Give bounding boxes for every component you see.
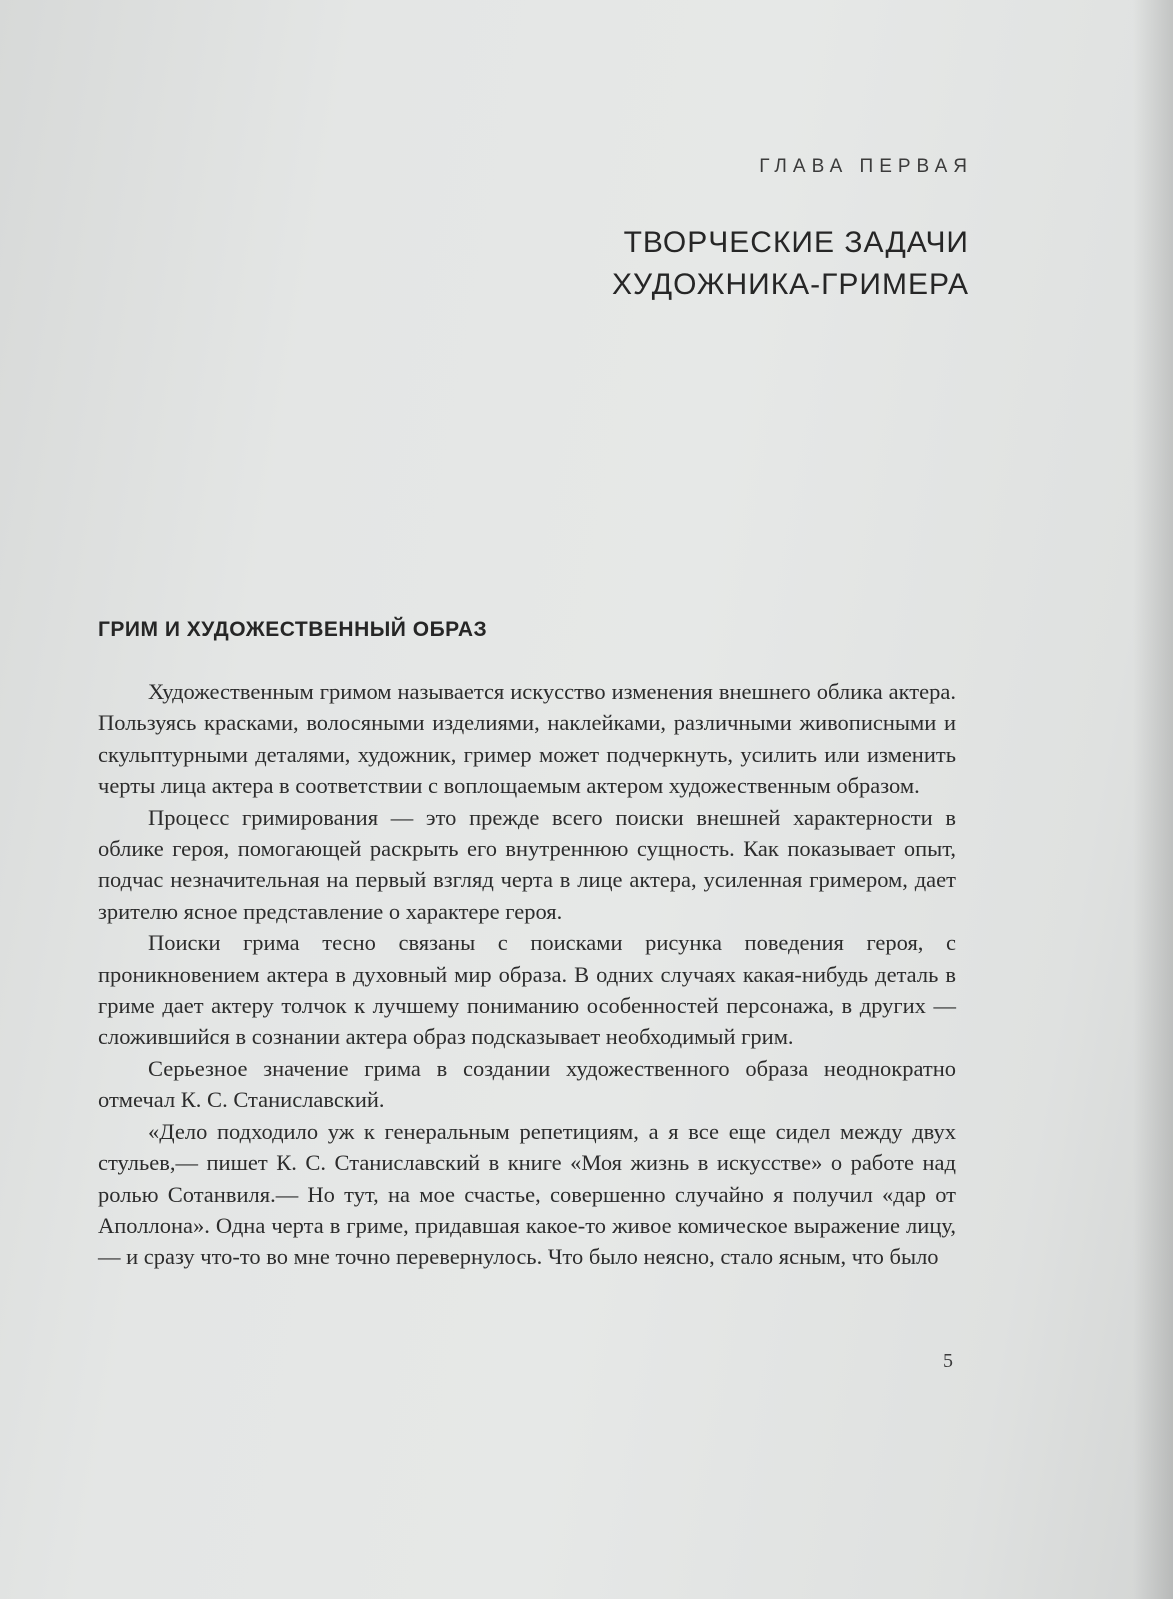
page-number: 5 bbox=[943, 1350, 953, 1372]
chapter-title-line-2: ХУДОЖНИКА-ГРИМЕРА bbox=[612, 268, 969, 301]
body-text bbox=[98, 676, 956, 1273]
section-heading: ГРИМ И ХУДОЖЕСТВЕННЫЙ ОБРАЗ bbox=[98, 618, 488, 641]
paragraph-2: Процесс гримирования — это прежде всего поиски внешней характерности в облике героя, помогающей раскрыть его внутреннюю сущность. Как показывает опыт, подчас незначительная на первый взгляд черта в лице актера, усиленная гримером, дает зрителю ясное представление о характере героя. bbox=[98, 804, 956, 924]
chapter-title bbox=[612, 222, 969, 306]
paragraph-5: «Дело подходило уж к генеральным репетициям, а я все еще сидел между двух стульев,— пишет К. С. Станиславский в книге «Моя жизнь в искусстве» о работе над ролью Сотанвиля.— Но тут, на мое счастье, совершенно случайно я получил «дар от Аполлона». Одна черта в гриме, придавшая какое-то живое комическое выражение лицу,— и сразу что-то во мне точно перевернулось. Что было неясно, стало ясным, что было bbox=[98, 1118, 956, 1270]
paragraph-4: Серьезное значение грима в создании художественного образа неоднократно отмечал К. С. Станиславский. bbox=[98, 1055, 956, 1113]
chapter-title-line-1: ТВОРЧЕСКИЕ ЗАДАЧИ bbox=[623, 226, 969, 259]
paragraph-1: Художественным гримом называется искусство изменения внешнего облика актера. Пользуясь красками, волосяными изделиями, наклейками, различными живописными и скульптурными деталями, художник, гример может подчеркнуть, усилить или изменить черты лица актера в соответствии с воплощаемым актером художественным образом. bbox=[98, 679, 956, 799]
paragraph-3: Поиски грима тесно связаны с поисками рисунка поведения героя, с проникновением актера в духовный мир образа. В одних случаях какая-нибудь деталь в гриме дает актеру толчок к лучшему пониманию особенностей персонажа, в других — сложившийся в сознании актера образ подсказывает необходимый грим. bbox=[98, 930, 956, 1050]
chapter-label: ГЛАВА ПЕРВАЯ bbox=[759, 156, 973, 177]
